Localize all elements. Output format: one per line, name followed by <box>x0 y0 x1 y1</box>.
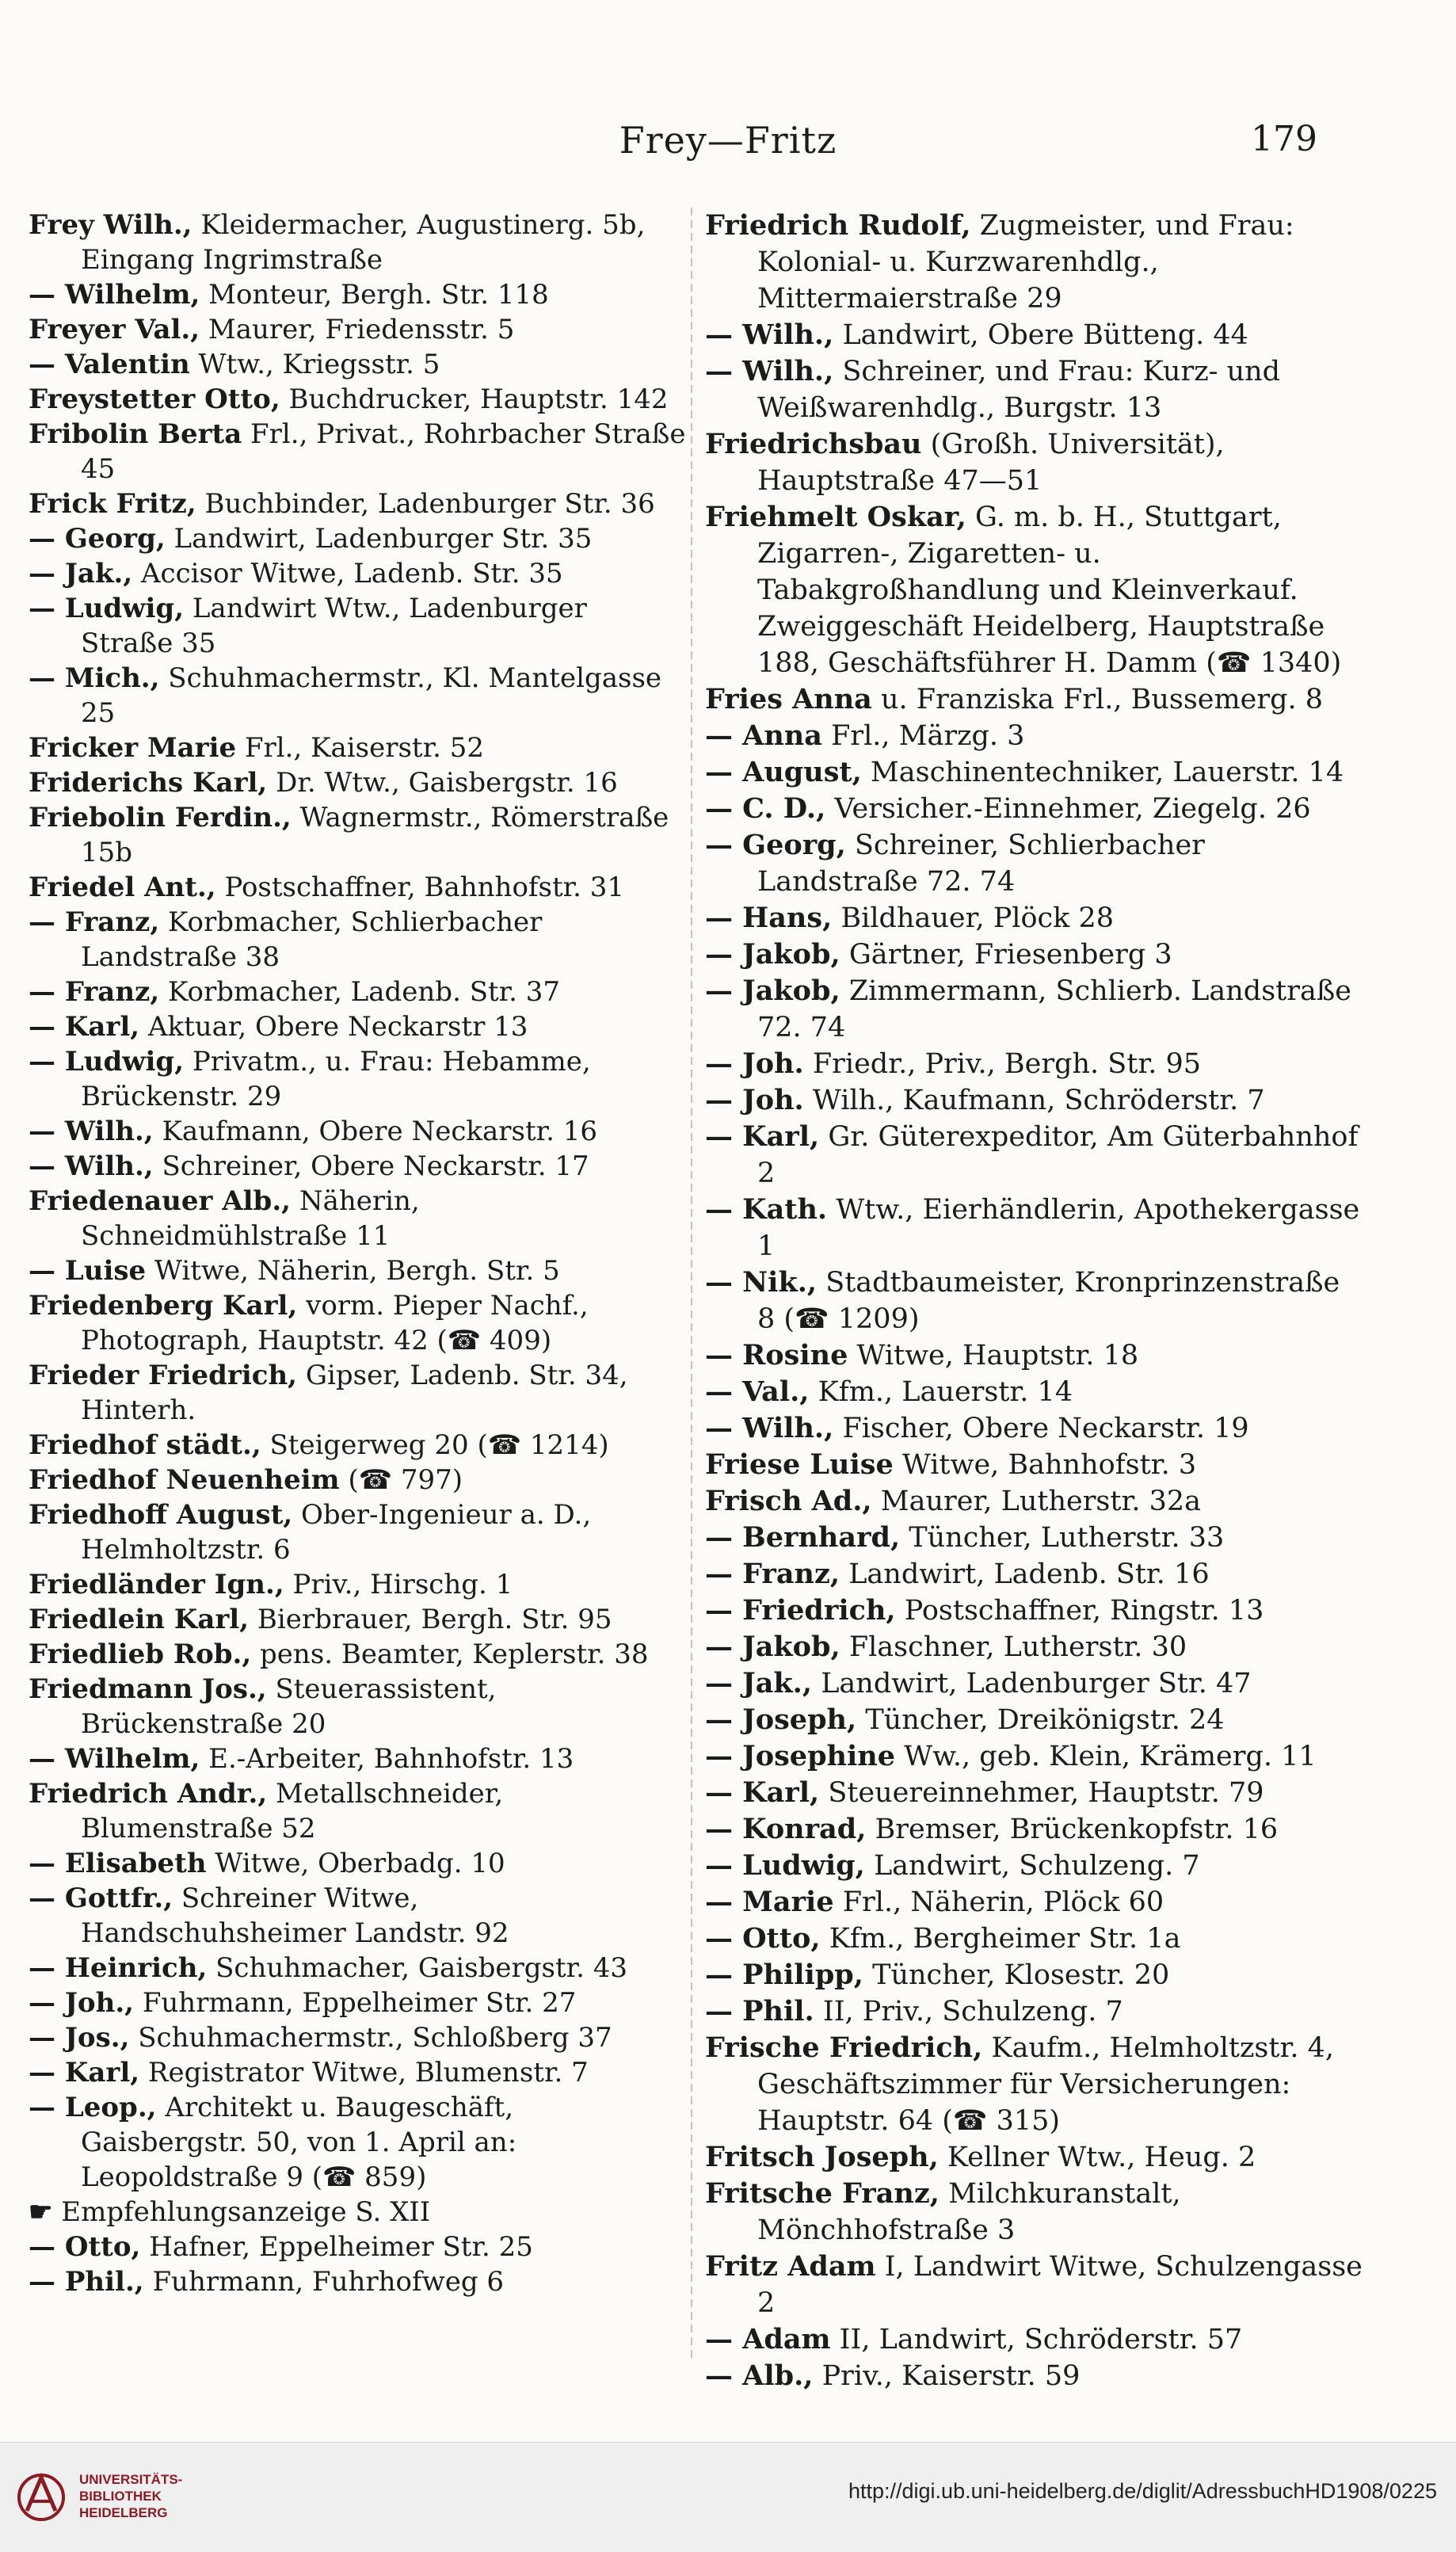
entry-name: — Josephine <box>705 1740 895 1772</box>
entry-name: Fritsch Joseph, <box>705 2141 939 2173</box>
entry-text: Maurer, Lutherstr. 32a <box>880 1486 1201 1517</box>
entry-name: — Joh., <box>29 1987 134 2019</box>
directory-entry <box>705 1775 1363 1811</box>
entry-name: — Karl, <box>29 1011 140 1043</box>
directory-entry <box>29 1881 686 1951</box>
entry-text: Gr. Güterexpeditor, Am Güterbahnhof 2 <box>757 1121 1359 1189</box>
entry-name: — Kath. <box>705 1193 828 1226</box>
directory-entry <box>705 936 1363 973</box>
directory-entry <box>29 417 686 486</box>
entry-text: Frl., Märzg. 3 <box>831 720 1025 752</box>
directory-entry <box>29 347 686 382</box>
directory-entry <box>29 1358 686 1428</box>
entry-text: I, Landwirt Witwe, Schulzengasse 2 <box>757 2251 1363 2319</box>
entry-text: Witwe, Bahnhofstr. 3 <box>901 1449 1197 1481</box>
entry-text: Landwirt, Ladenburger Str. 47 <box>821 1668 1252 1699</box>
entry-name: — Leop., <box>29 2092 157 2123</box>
directory-entry <box>705 1374 1363 1410</box>
entry-name: Friedhof Neuenheim <box>29 1464 340 1496</box>
entry-text: Flaschner, Lutherstr. 30 <box>848 1631 1187 1663</box>
directory-entry <box>705 1811 1363 1848</box>
entry-text: Tüncher, Lutherstr. 33 <box>909 1522 1225 1554</box>
entry-name: — Karl, <box>705 1120 820 1153</box>
entry-text: Tüncher, Dreikönigstr. 24 <box>865 1704 1225 1736</box>
entry-name: Freyer Val., <box>29 314 200 345</box>
directory-entry <box>29 1184 686 1253</box>
directory-entry <box>29 591 686 661</box>
entry-name: — Marie <box>705 1886 834 1918</box>
entry-text: II, Landwirt, Schröderstr. 57 <box>839 2324 1243 2356</box>
entry-name: — Bernhard, <box>705 1521 901 1554</box>
directory-entry <box>29 1602 686 1637</box>
directory-entry <box>29 1044 686 1114</box>
entry-text: Bierbrauer, Bergh. Str. 95 <box>257 1604 612 1635</box>
entry-name: Fritz Adam <box>705 2250 876 2283</box>
entry-name: Fries Anna <box>705 683 872 715</box>
directory-entry <box>29 486 686 521</box>
directory-entry <box>29 382 686 417</box>
entry-text: Zugmeister, und Frau: Kolonial- u. Kurzwarenhdlg., Mittermaierstraße 29 <box>757 210 1294 315</box>
entry-text: Schuhmacher, Gaisbergstr. 43 <box>215 1952 628 1984</box>
library-seal-icon <box>16 2466 67 2528</box>
entry-text: Wtw., Kriegsstr. 5 <box>198 349 440 380</box>
directory-entry <box>705 1665 1363 1702</box>
entry-name: ☛ <box>29 2196 53 2228</box>
entry-text: Privatm., u. Frau: Hebamme, Brückenstr. 29 <box>81 1046 591 1112</box>
directory-entry <box>705 900 1363 936</box>
entry-name: — Joseph, <box>705 1703 857 1736</box>
directory-entry <box>705 2176 1363 2249</box>
directory-entry <box>29 1951 686 1986</box>
entry-name: — Ludwig, <box>29 1046 185 1078</box>
directory-entry <box>705 1848 1363 1884</box>
entry-name: — Georg, <box>705 829 846 861</box>
entry-text: Landwirt, Ladenburger Str. 35 <box>173 523 593 555</box>
directory-entry <box>705 1921 1363 1957</box>
directory-entry <box>705 718 1363 754</box>
entry-name: — Alb., <box>705 2359 814 2392</box>
entry-text: Fuhrmann, Eppelheimer Str. 27 <box>142 1987 577 2019</box>
entry-name: — Jak., <box>705 1667 813 1699</box>
entry-text: Maschinentechniker, Lauerstr. 14 <box>870 757 1344 788</box>
logo-line: BIBLIOTHEK <box>79 2489 162 2504</box>
entry-text: Landwirt, Ladenb. Str. 16 <box>848 1558 1210 1590</box>
entry-name: Fribolin Berta <box>29 418 242 450</box>
entry-text: (Großh. Universität), Hauptstraße 47—51 <box>757 429 1225 497</box>
entry-name: — Karl, <box>29 2057 140 2089</box>
entry-text: Schuhmachermstr., Kl. Mantelgasse 25 <box>81 662 662 729</box>
entry-text: Priv., Hirschg. 1 <box>292 1569 513 1600</box>
entry-text: Milchkuranstalt, Mönchhofstraße 3 <box>757 2178 1181 2246</box>
entry-name: Fricker Marie <box>29 732 237 764</box>
entry-name: — Wilh., <box>29 1150 154 1182</box>
directory-entry <box>705 1046 1363 1082</box>
entry-name: — Joh. <box>705 1047 804 1080</box>
entry-name: Friese Luise <box>705 1448 894 1481</box>
entry-text: Steuereinnehmer, Hauptstr. 79 <box>828 1777 1264 1809</box>
directory-entry <box>29 870 686 905</box>
directory-entry <box>705 1702 1363 1738</box>
entry-text: u. Franziska Frl., Bussemerg. 8 <box>881 684 1324 715</box>
page-number: 179 <box>1251 119 1317 159</box>
entry-name: — Jak., <box>29 558 133 589</box>
entry-name: — Jakob, <box>705 975 840 1007</box>
entry-name: — Ludwig, <box>705 1849 865 1882</box>
entry-name: — Otto, <box>705 1922 821 1955</box>
directory-entry <box>705 681 1363 718</box>
entry-name: Friedhoff August, <box>29 1499 293 1531</box>
entry-name: Friedrich Rudolf, <box>705 209 971 242</box>
directory-entry <box>705 1483 1363 1520</box>
directory-entry <box>705 1738 1363 1775</box>
directory-entry <box>29 2264 686 2299</box>
entry-text: Aktuar, Obere Neckarstr 13 <box>147 1011 528 1043</box>
entry-name: Frieder Friedrich, <box>29 1360 298 1391</box>
directory-entry <box>705 353 1363 426</box>
entry-text: Schreiner, Schlierbacher Landstraße 72. 74 <box>757 830 1205 898</box>
entry-text: Korbmacher, Schlierbacher Landstraße 38 <box>81 906 543 973</box>
directory-entry <box>705 2321 1363 2358</box>
entry-name: — Jakob, <box>705 938 840 971</box>
entry-text: Priv., Kaiserstr. 59 <box>821 2360 1081 2392</box>
entry-text: II, Priv., Schulzeng. 7 <box>822 1996 1123 2027</box>
entry-text: Buchbinder, Ladenburger Str. 36 <box>204 488 655 520</box>
entry-name: — Luise <box>29 1255 147 1287</box>
directory-entry <box>705 1337 1363 1374</box>
entry-text: Landwirt, Schulzeng. 7 <box>873 1850 1200 1882</box>
entry-name: — Joh. <box>705 1084 804 1116</box>
directory-entry <box>29 1567 686 1602</box>
entry-name: — Hans, <box>705 902 833 934</box>
entry-name: — Wilh., <box>29 1116 154 1147</box>
entry-text: Architekt u. Baugeschäft, Gaisbergstr. 50, von 1. April an: Leopoldstraße 9 (☎ 859) <box>81 2092 517 2193</box>
directory-entry <box>29 905 686 975</box>
directory-entry <box>705 1993 1363 2030</box>
entry-text: Fuhrmann, Fuhrhofweg 6 <box>152 2266 505 2298</box>
directory-entry <box>705 1556 1363 1593</box>
directory-entry <box>705 1265 1363 1337</box>
directory-entry <box>705 208 1363 317</box>
entry-name: — Franz, <box>29 976 160 1008</box>
entry-name: — Heinrich, <box>29 1952 208 1984</box>
entry-text: pens. Beamter, Keplerstr. 38 <box>260 1638 649 1670</box>
page-header <box>32 119 1424 166</box>
entry-name: — Valentin <box>29 349 190 380</box>
entry-name: — Nik., <box>705 1266 818 1299</box>
directory-entry <box>29 975 686 1009</box>
entry-text: Korbmacher, Ladenb. Str. 37 <box>168 976 561 1008</box>
entry-text: Gipser, Ladenb. Str. 34, Hinterh. <box>81 1360 628 1426</box>
entry-name: — Franz, <box>29 906 160 938</box>
entry-name: Friedel Ant., <box>29 872 216 903</box>
entry-text: Witwe, Oberbadg. 10 <box>215 1848 505 1879</box>
entry-text: Postschaffner, Ringstr. 13 <box>904 1595 1264 1627</box>
entry-name: Frick Fritz, <box>29 488 196 520</box>
entry-text: Landwirt, Obere Bütteng. 44 <box>842 319 1248 351</box>
entry-text: Ober-Ingenieur a. D., Helmholtzstr. 6 <box>81 1499 592 1566</box>
directory-entry <box>29 1776 686 1846</box>
entry-text: Frl., Kaiserstr. 52 <box>244 732 484 764</box>
directory-entry <box>29 1149 686 1184</box>
entry-name: Friedrichsbau <box>705 428 922 460</box>
entry-name: — Jos., <box>29 2022 130 2054</box>
entry-name: — August, <box>705 756 862 788</box>
entry-name: Frisch Ad., <box>705 1485 872 1517</box>
entry-name: Friedlein Karl, <box>29 1604 250 1635</box>
entry-text: Fischer, Obere Neckarstr. 19 <box>842 1413 1249 1444</box>
directory-entry <box>705 1629 1363 1665</box>
entry-name: — Ludwig, <box>29 593 185 624</box>
directory-entry <box>29 1428 686 1463</box>
directory-entry <box>29 1986 686 2020</box>
entry-text: Kaufmann, Obere Neckarstr. 16 <box>162 1116 598 1147</box>
entry-name: Friedländer Ign., <box>29 1569 284 1600</box>
entry-name: Friedenauer Alb., <box>29 1185 292 1217</box>
entry-name: — Elisabeth <box>29 1848 207 1879</box>
entry-name: — Adam <box>705 2323 831 2356</box>
directory-entry <box>29 1114 686 1149</box>
directory-entry <box>29 765 686 800</box>
entry-text: Kleidermacher, Augustinerg. 5b, Eingang Ingrimstraße <box>81 209 646 276</box>
entry-name: — Anna <box>705 719 822 752</box>
column-divider <box>691 208 692 2363</box>
entry-name: — Otto, <box>29 2231 141 2263</box>
directory-entry <box>705 2030 1363 2139</box>
entry-name: Friedhof städt., <box>29 1429 261 1461</box>
directory-entry <box>705 791 1363 827</box>
entry-text: Kellner Wtw., Heug. 2 <box>947 2142 1256 2173</box>
directory-entry <box>29 1741 686 1776</box>
directory-entry <box>29 1497 686 1567</box>
entry-text: Schuhmachermstr., Schloßberg 37 <box>138 2022 612 2054</box>
entry-name: — Rosine <box>705 1339 848 1371</box>
entry-name: Friedrich Andr., <box>29 1778 268 1810</box>
entry-text: Buchdrucker, Hauptstr. 142 <box>288 383 669 415</box>
directory-entry <box>29 312 686 347</box>
entry-name: Friebolin Ferdin., <box>29 802 292 834</box>
directory-entry <box>29 556 686 591</box>
entry-name: Fritsche Franz, <box>705 2177 940 2210</box>
directory-entry <box>705 499 1363 681</box>
left-column <box>29 208 686 2299</box>
source-url[interactable]: http://digi.ub.uni-heidelberg.de/diglit/AdressbuchHD1908/0225 <box>848 2479 1437 2503</box>
entry-text: Kfm., Lauerstr. 14 <box>818 1376 1073 1408</box>
directory-entry <box>705 827 1363 900</box>
directory-entry <box>705 1884 1363 1921</box>
entry-name: Friedmann Jos., <box>29 1673 267 1705</box>
entry-text: Frl., Privat., Rohrbacher Straße 45 <box>81 418 686 485</box>
logo-line: UNIVERSITÄTS- <box>79 2472 183 2487</box>
entry-text: Witwe, Hauptstr. 18 <box>856 1340 1139 1371</box>
entry-name: — Wilh., <box>705 1412 834 1444</box>
directory-entry <box>705 2358 1363 2394</box>
entry-name: Freystetter Otto, <box>29 383 280 415</box>
directory-entry <box>29 661 686 731</box>
directory-entry <box>29 2020 686 2055</box>
entry-text: Gärtner, Friesenberg 3 <box>848 939 1172 971</box>
entry-name: Friderichs Karl, <box>29 767 268 799</box>
entry-text: Kfm., Bergheimer Str. 1a <box>829 1923 1181 1955</box>
directory-entry <box>705 1447 1363 1483</box>
entry-text: Ww., geb. Klein, Krämerg. 11 <box>904 1741 1317 1772</box>
directory-entry <box>29 800 686 870</box>
entry-name: — Franz, <box>705 1558 840 1590</box>
entry-text: Kaufm., Helmholtzstr. 4, Geschäftszimmer für Versicherungen: Hauptstr. 64 (☎ 315) <box>757 2032 1334 2137</box>
entry-text: Schreiner, und Frau: Kurz- und Weißwarenhdlg., Burgstr. 13 <box>757 356 1281 424</box>
entry-text: Witwe, Näherin, Bergh. Str. 5 <box>154 1255 560 1287</box>
directory-entry <box>705 426 1363 499</box>
entry-name: — C. D., <box>705 792 826 825</box>
entry-text: Wilh., Kaufmann, Schröderstr. 7 <box>812 1085 1265 1116</box>
directory-entry <box>705 1119 1363 1192</box>
directory-entry <box>29 521 686 556</box>
entry-text: Tüncher, Klosestr. 20 <box>872 1959 1170 1991</box>
directory-entry <box>29 1009 686 1044</box>
entry-name: Frische Friedrich, <box>705 2031 983 2064</box>
entry-text: Frl., Näherin, Plöck 60 <box>842 1886 1164 1918</box>
entry-text: Dr. Wtw., Gaisbergstr. 16 <box>276 767 618 799</box>
entry-name: — Georg, <box>29 523 166 555</box>
entry-text: Hafner, Eppelheimer Str. 25 <box>149 2231 533 2263</box>
entry-text: Näherin, Schneidmühlstraße 11 <box>81 1185 420 1252</box>
directory-entry <box>705 2139 1363 2176</box>
entry-text: Friedr., Priv., Bergh. Str. 95 <box>812 1048 1202 1080</box>
entry-text: vorm. Pieper Nachf., Photograph, Hauptstr. 42 (☎ 409) <box>81 1290 589 1356</box>
entry-text: Bremser, Brückenkopfstr. 16 <box>875 1814 1279 1845</box>
entry-name: Friehmelt Oskar, <box>705 501 966 533</box>
directory-entry <box>29 2230 686 2264</box>
entry-name: Friedlieb Rob., <box>29 1638 252 1670</box>
entry-text: Registrator Witwe, Blumenstr. 7 <box>147 2057 589 2089</box>
entry-text: (☎ 797) <box>348 1464 463 1496</box>
directory-entry <box>29 2090 686 2195</box>
directory-entry <box>705 1410 1363 1447</box>
directory-entry <box>29 2195 686 2230</box>
entry-name: — Val., <box>705 1375 810 1408</box>
directory-entry <box>29 1672 686 1741</box>
library-logo-text <box>79 2471 182 2521</box>
entry-name: — Mich., <box>29 662 160 694</box>
entry-name: — Philipp, <box>705 1959 863 1991</box>
directory-entry <box>705 317 1363 353</box>
right-column <box>705 208 1363 2394</box>
directory-entry <box>29 731 686 765</box>
entry-text: Bildhauer, Plöck 28 <box>840 902 1115 934</box>
directory-entry <box>705 1192 1363 1265</box>
entry-text: Accisor Witwe, Ladenb. Str. 35 <box>141 558 563 589</box>
entry-text: Schreiner, Obere Neckarstr. 17 <box>162 1150 589 1182</box>
directory-entry <box>29 277 686 312</box>
entry-text: Stadtbaumeister, Kronprinzenstraße 8 (☎ 1209) <box>757 1267 1340 1335</box>
footer-bar <box>0 2442 1456 2552</box>
directory-entry <box>29 1253 686 1288</box>
entry-name: — Wilh., <box>705 319 834 351</box>
directory-entry <box>29 1463 686 1497</box>
entry-name: — Wilhelm, <box>29 1743 200 1775</box>
entry-name: — Jakob, <box>705 1631 840 1663</box>
entry-name: — Karl, <box>705 1776 820 1809</box>
entry-text: Versicher.-Einnehmer, Ziegelg. 26 <box>834 793 1311 825</box>
entry-name: — Wilhelm, <box>29 279 200 311</box>
directory-entry <box>29 1288 686 1358</box>
directory-entry <box>705 2249 1363 2321</box>
entry-text: Metallschneider, Blumenstraße 52 <box>81 1778 504 1844</box>
logo-line: HEIDELBERG <box>79 2505 168 2520</box>
directory-entry <box>29 1846 686 1881</box>
directory-entry <box>705 1957 1363 1993</box>
directory-entry <box>705 754 1363 791</box>
entry-text: Maurer, Friedensstr. 5 <box>208 314 515 345</box>
entry-name: — Wilh., <box>705 355 834 387</box>
entry-name: — Friedrich, <box>705 1594 896 1627</box>
entry-text: Zimmermann, Schlierb. Landstraße 72. 74 <box>757 975 1351 1043</box>
entry-text: G. m. b. H., Stuttgart, Zigarren-, Zigaretten- u. Tabakgroßhandlung und Kleinverkauf. Zweiggeschäft Heidelberg, Hauptstraße 188, Geschäftsführer H. Damm (☎ 1340) <box>757 502 1342 679</box>
entry-text: Landwirt Wtw., Ladenburger Straße 35 <box>81 593 587 659</box>
directory-entry <box>29 1637 686 1672</box>
entry-text: Monteur, Bergh. Str. 118 <box>208 279 549 311</box>
entry-text: Wagnermstr., Römerstraße 15b <box>81 802 669 868</box>
entry-text: Postschaffner, Bahnhofstr. 31 <box>224 872 625 903</box>
directory-entry <box>705 973 1363 1046</box>
entry-text: E.-Arbeiter, Bahnhofstr. 13 <box>208 1743 574 1775</box>
entry-text: Steigerweg 20 (☎ 1214) <box>269 1429 609 1461</box>
entry-name: — Phil. <box>705 1995 814 2027</box>
entry-name: Friedenberg Karl, <box>29 1290 298 1322</box>
entry-name: — Phil., <box>29 2266 144 2298</box>
entry-name: — Gottfr., <box>29 1883 173 1914</box>
directory-entry <box>705 1593 1363 1629</box>
entry-text: Wtw., Eierhändlerin, Apothekergasse 1 <box>757 1194 1360 1262</box>
entry-text: Empfehlungsanzeige S. XII <box>61 2196 431 2228</box>
directory-entry <box>705 1520 1363 1556</box>
directory-entry <box>29 2055 686 2090</box>
directory-entry <box>29 208 686 277</box>
running-title: Frey—Fritz <box>619 119 837 162</box>
entry-text: Steuerassistent, Brückenstraße 20 <box>81 1673 497 1740</box>
directory-entry <box>705 1082 1363 1119</box>
entry-name: — Konrad, <box>705 1813 867 1845</box>
entry-name: Frey Wilh., <box>29 209 192 241</box>
entry-text: Schreiner Witwe, Handschuhsheimer Landstr. 92 <box>81 1883 509 1949</box>
